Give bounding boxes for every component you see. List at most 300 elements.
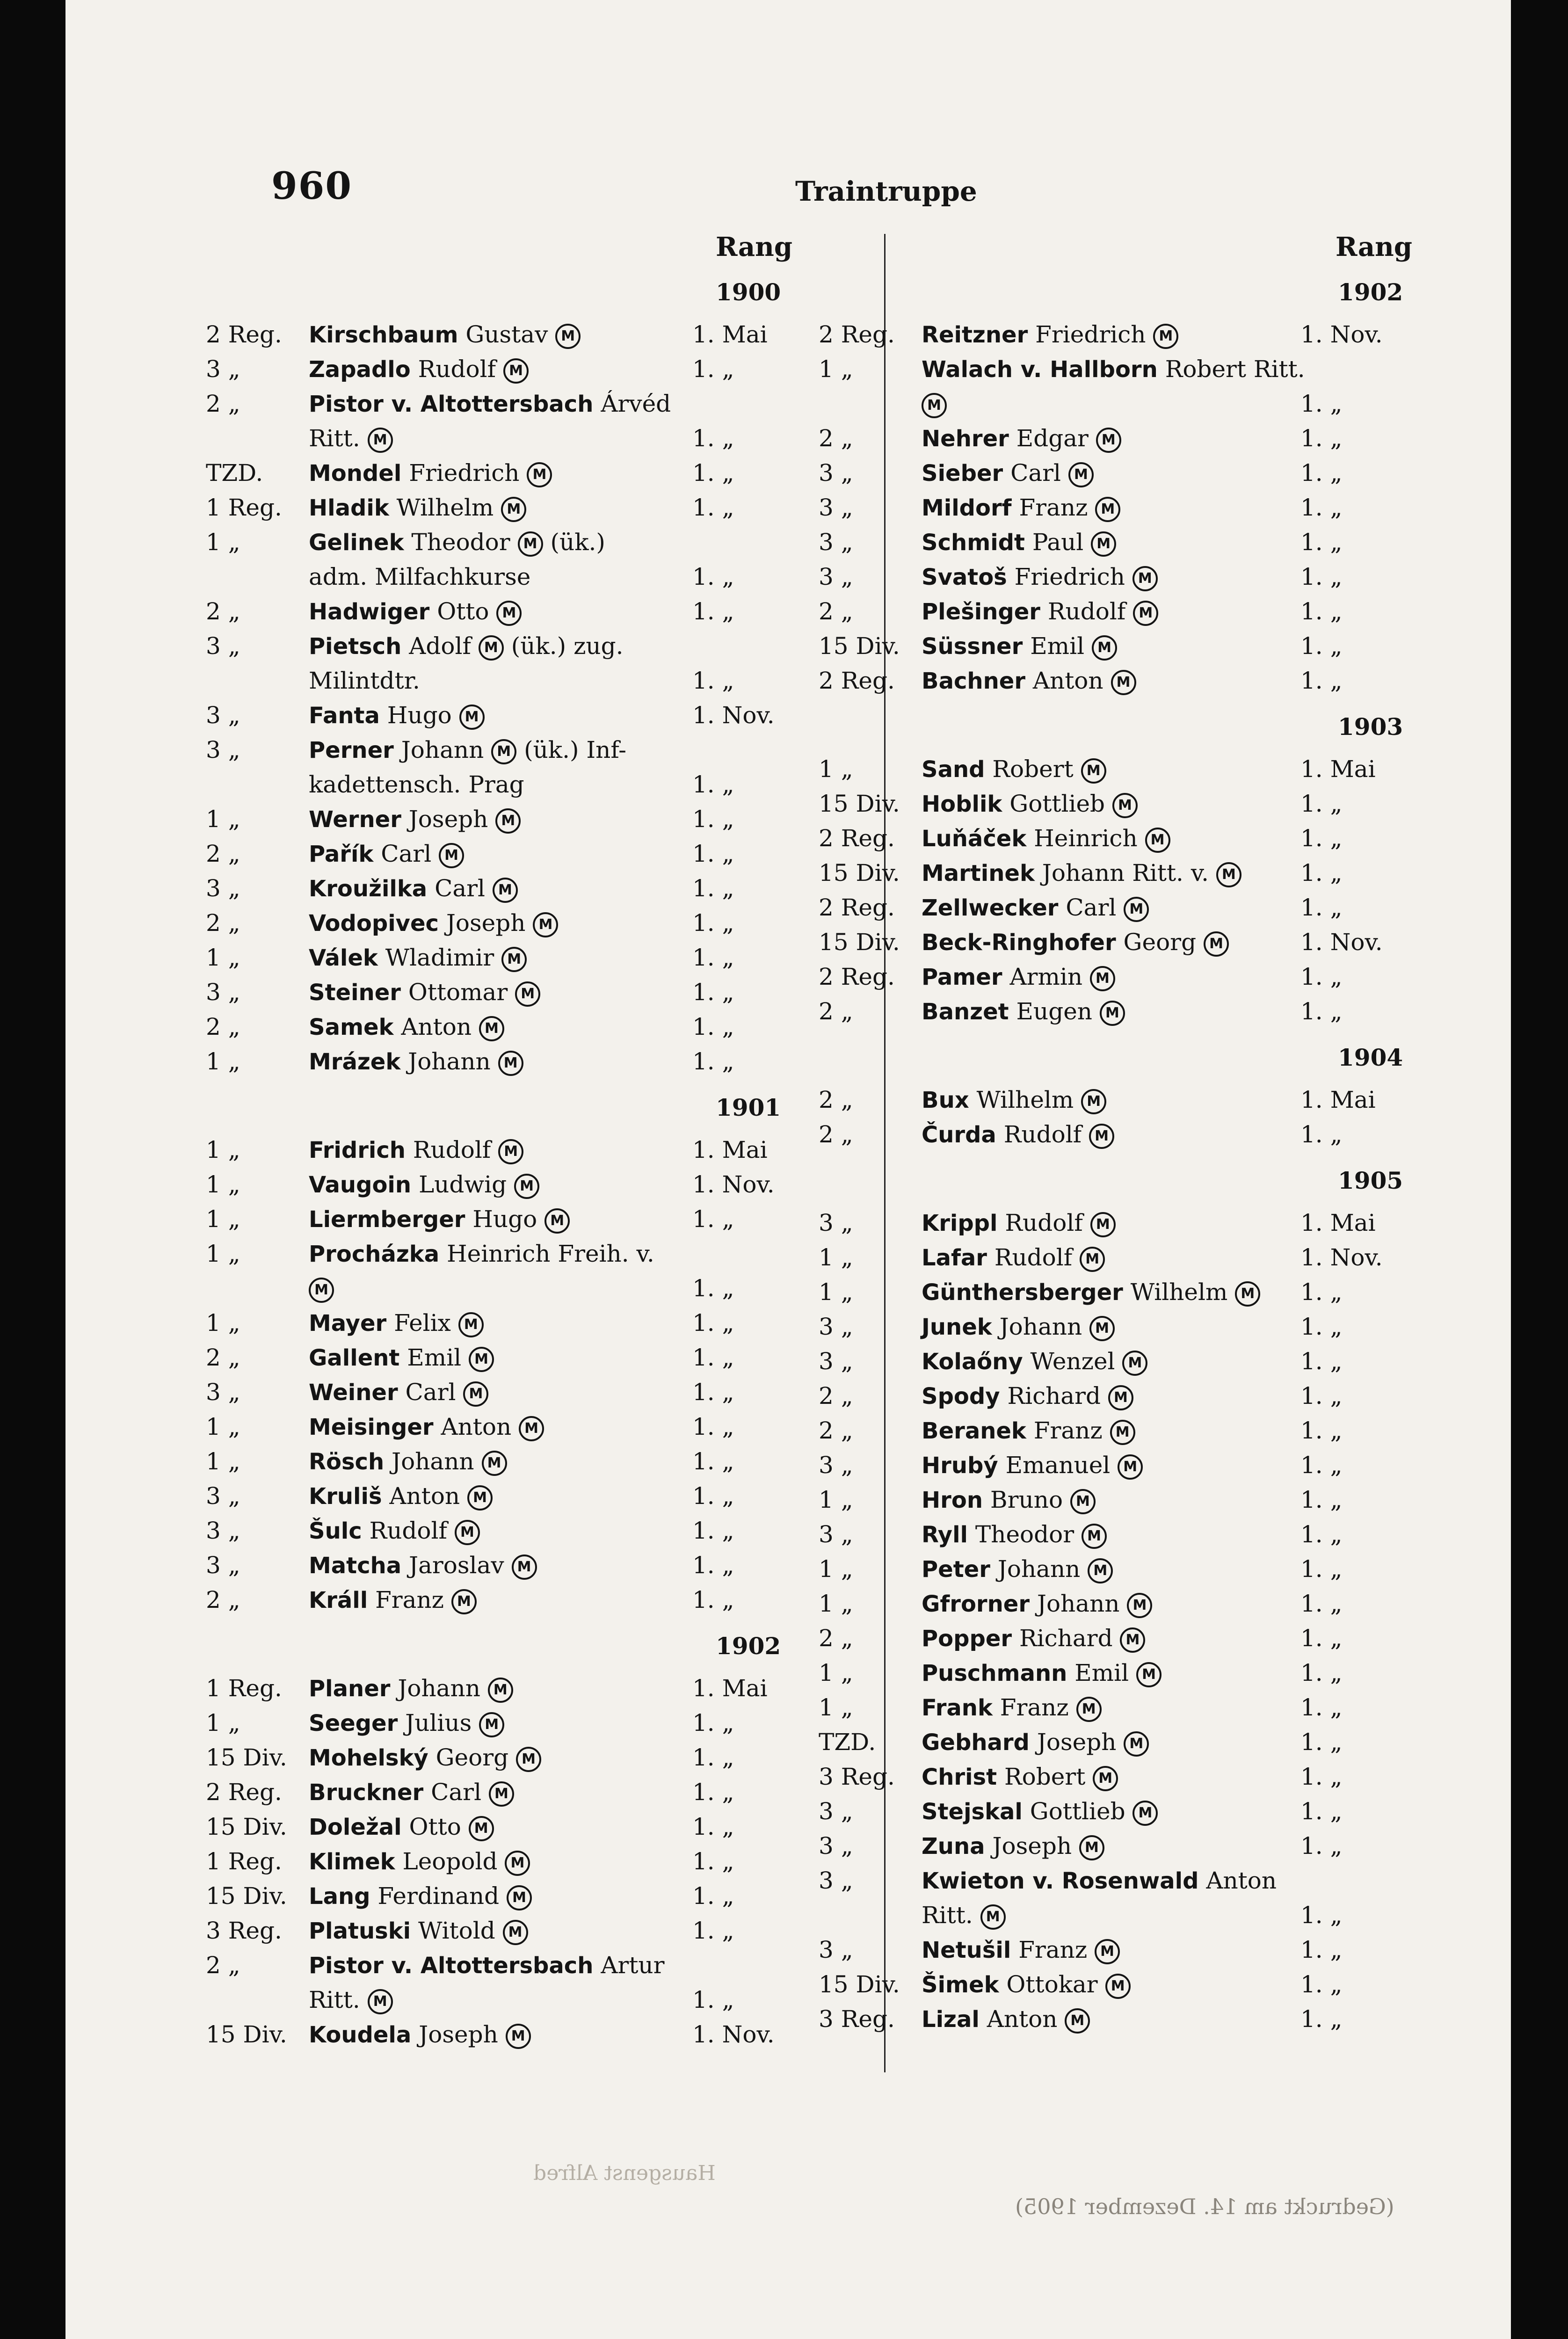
officer-name bbox=[922, 632, 1117, 661]
unit-label: 15 Div. bbox=[206, 1813, 287, 1840]
given-name: Carl bbox=[1010, 459, 1061, 487]
unit-label: 1 „ bbox=[206, 1136, 240, 1163]
rank-date: 1. „ bbox=[1300, 1694, 1343, 1721]
rank-date: 1. „ bbox=[1300, 529, 1343, 556]
surname: Planer bbox=[309, 1676, 391, 1702]
roster-entry bbox=[206, 1951, 809, 1979]
officer-name bbox=[309, 494, 526, 522]
given-name: Johann bbox=[999, 1313, 1082, 1340]
rank-date: 1. „ bbox=[1300, 667, 1343, 694]
unit-label: 3 „ bbox=[206, 632, 240, 660]
rank-date: 1. Mai bbox=[692, 321, 768, 348]
military-merit-icon: M bbox=[1153, 324, 1178, 349]
officer-name bbox=[922, 320, 1178, 349]
rank-date: 1. „ bbox=[1300, 1521, 1343, 1548]
officer-name bbox=[922, 563, 1158, 591]
roster-entry bbox=[819, 1313, 1417, 1341]
given-name: Robert bbox=[992, 755, 1074, 783]
roster-entry bbox=[206, 1551, 809, 1579]
roster-entry bbox=[206, 1378, 809, 1406]
rank-date: 1. „ bbox=[692, 1882, 734, 1910]
given-name: Richard bbox=[1019, 1625, 1113, 1652]
roster-entry bbox=[819, 1867, 1417, 1895]
unit-label: 1 „ bbox=[206, 944, 240, 971]
officer-name bbox=[309, 701, 485, 730]
unit-label: 2 „ bbox=[206, 1344, 240, 1371]
military-merit-icon: M bbox=[1132, 1801, 1158, 1826]
unit-label: 3 „ bbox=[819, 1348, 853, 1375]
rank-date: 1. „ bbox=[692, 1744, 734, 1771]
surname: Süssner bbox=[922, 633, 1023, 660]
military-merit-icon: M bbox=[555, 324, 581, 349]
surname: Hoblik bbox=[922, 791, 1002, 817]
surname: Svatoš bbox=[922, 564, 1007, 590]
rank-date: 1. „ bbox=[1300, 1417, 1343, 1444]
officer-name bbox=[309, 1917, 528, 1945]
officer-name bbox=[309, 1709, 504, 1737]
surname: Stejskal bbox=[922, 1799, 1023, 1825]
unit-label: 3 „ bbox=[819, 563, 853, 590]
surname: Pistor v. Altottersbach bbox=[309, 391, 594, 417]
rank-date: 1. „ bbox=[692, 459, 734, 487]
given-name: Robert Ritt. bbox=[1165, 356, 1305, 383]
rank-date: 1. „ bbox=[1300, 563, 1343, 590]
unit-label: 1 „ bbox=[206, 1448, 240, 1475]
unit-label: 1 „ bbox=[819, 1694, 853, 1721]
given-name: Heinrich Freih. v. bbox=[447, 1240, 654, 1267]
surname: Mayer bbox=[309, 1310, 387, 1337]
officer-name bbox=[922, 390, 947, 418]
officer-name bbox=[922, 1120, 1114, 1149]
surname: Sand bbox=[922, 756, 985, 783]
unit-label: 1 Reg. bbox=[206, 1675, 282, 1702]
unit-label: TZD. bbox=[206, 459, 263, 487]
rank-date: 1. „ bbox=[1300, 1936, 1343, 1963]
surname: Klimek bbox=[309, 1849, 395, 1875]
military-merit-icon: M bbox=[469, 1347, 494, 1372]
given-name: Rudolf bbox=[1005, 1209, 1083, 1236]
unit-label: 2 „ bbox=[819, 1625, 853, 1652]
roster-entry bbox=[206, 1047, 809, 1075]
rank-date: 1. Mai bbox=[692, 1136, 768, 1163]
roster-entry bbox=[206, 874, 809, 902]
given-name: Franz bbox=[1019, 494, 1088, 521]
officer-name bbox=[922, 1243, 1105, 1272]
roster-entry bbox=[206, 1917, 809, 1945]
surname: Fanta bbox=[309, 703, 380, 729]
rank-date: 1. „ bbox=[1300, 1313, 1343, 1340]
officer-name bbox=[309, 563, 530, 591]
given-name: Emil bbox=[1074, 1659, 1129, 1686]
rank-date: 1. „ bbox=[1300, 1902, 1343, 1929]
roster-entry bbox=[206, 1447, 809, 1475]
surname: Beranek bbox=[922, 1418, 1026, 1444]
given-name: Franz bbox=[375, 1586, 444, 1613]
given-name: Joseph bbox=[419, 2021, 498, 2048]
officer-name bbox=[922, 1086, 1106, 1114]
rank-date: 1. „ bbox=[1300, 1348, 1343, 1375]
surname: Mrázek bbox=[309, 1049, 401, 1075]
given-name: Joseph bbox=[1037, 1729, 1117, 1756]
rank-date: 1. „ bbox=[1300, 459, 1343, 487]
given-name: Joseph bbox=[446, 909, 526, 937]
surname: Reitzner bbox=[922, 322, 1028, 348]
surname: Liermberger bbox=[309, 1206, 465, 1233]
rank-date: 1. „ bbox=[1300, 1971, 1343, 1998]
given-name: Otto bbox=[409, 1813, 461, 1840]
military-merit-icon: M bbox=[469, 1816, 494, 1841]
given-name: Hugo bbox=[472, 1206, 537, 1233]
given-name: Hugo bbox=[387, 702, 452, 729]
roster-entry bbox=[819, 1555, 1417, 1583]
roster-entry bbox=[819, 1451, 1417, 1479]
roster-entry bbox=[819, 790, 1417, 818]
roster-entry bbox=[819, 632, 1417, 660]
given-name: Anton bbox=[389, 1482, 460, 1510]
roster-entry bbox=[206, 1482, 809, 1510]
rank-date: 1. „ bbox=[692, 1206, 734, 1233]
given-name: Wladimir bbox=[385, 944, 494, 971]
surname: Fridrich bbox=[309, 1137, 406, 1163]
officer-name bbox=[922, 1313, 1115, 1341]
given-name: Leopold bbox=[402, 1848, 498, 1875]
officer-name bbox=[922, 790, 1138, 818]
given-name: Friedrich bbox=[1014, 563, 1125, 590]
unit-label: 2 „ bbox=[206, 1013, 240, 1040]
given-name: Árvéd bbox=[601, 390, 671, 417]
roster-entry bbox=[206, 978, 809, 1006]
military-merit-icon: M bbox=[1110, 1420, 1135, 1445]
unit-label: 3 „ bbox=[819, 1798, 853, 1825]
officer-name bbox=[922, 1936, 1120, 1964]
rank-date: 1. „ bbox=[1300, 2005, 1343, 2033]
roster-entry bbox=[206, 805, 809, 833]
year-heading: 1903 bbox=[1338, 713, 1403, 741]
roster-entry bbox=[819, 1624, 1417, 1652]
rank-date: 1. „ bbox=[692, 875, 734, 902]
unit-label: 1 „ bbox=[206, 1309, 240, 1337]
officer-name bbox=[309, 632, 624, 661]
surname: Hladik bbox=[309, 495, 389, 521]
military-merit-icon: M bbox=[1122, 1351, 1147, 1376]
given-name: Carl bbox=[405, 1379, 456, 1406]
officer-name bbox=[309, 1778, 514, 1807]
officer-name bbox=[309, 1274, 334, 1303]
roster-entry bbox=[819, 1901, 1417, 1929]
officer-name bbox=[309, 805, 521, 834]
military-merit-icon: M bbox=[507, 1885, 532, 1910]
officer-name bbox=[309, 1170, 539, 1199]
rank-date: 1. Nov. bbox=[692, 2021, 775, 2048]
military-merit-icon: M bbox=[1120, 1627, 1145, 1653]
given-name: Milintdtr. bbox=[309, 667, 420, 694]
officer-name bbox=[309, 736, 626, 764]
military-merit-icon: M bbox=[501, 947, 527, 972]
roster-entry bbox=[206, 770, 809, 799]
military-merit-icon: M bbox=[1088, 1558, 1113, 1584]
given-name: Julius bbox=[405, 1709, 472, 1736]
rank-date: 1. „ bbox=[1300, 1625, 1343, 1652]
surname: Gallent bbox=[309, 1345, 400, 1371]
officer-name bbox=[922, 893, 1149, 922]
officer-name bbox=[309, 1136, 523, 1164]
unit-label: 3 „ bbox=[819, 1521, 853, 1548]
surname: Pamer bbox=[922, 964, 1002, 990]
given-name: Wenzel bbox=[1030, 1348, 1115, 1375]
roster-entry bbox=[206, 1986, 809, 2014]
officer-name bbox=[922, 1416, 1135, 1445]
surname: Mondel bbox=[309, 460, 402, 487]
officer-name bbox=[309, 1951, 665, 1980]
given-name: kadettensch. Prag bbox=[309, 771, 524, 798]
officer-name bbox=[309, 1309, 484, 1337]
rank-date: 1. „ bbox=[692, 1309, 734, 1337]
officer-name bbox=[922, 859, 1241, 887]
surname: Banzet bbox=[922, 999, 1009, 1025]
roster-entry bbox=[819, 1486, 1417, 1514]
given-name: Gottlieb bbox=[1030, 1798, 1125, 1825]
rank-date: 1. „ bbox=[1300, 1278, 1343, 1306]
year-heading: 1902 bbox=[716, 1632, 781, 1660]
military-merit-icon: M bbox=[1133, 601, 1158, 626]
roster-entry bbox=[819, 1382, 1417, 1410]
roster-entry bbox=[819, 1797, 1417, 1825]
rank-date: 1. Mai bbox=[1300, 1086, 1376, 1113]
surname: Platuski bbox=[309, 1918, 411, 1944]
print-date-note: (Gedruckt am 14. Dezember 1905) bbox=[1015, 2194, 1394, 2219]
unit-label: TZD. bbox=[819, 1729, 876, 1756]
roster-entry bbox=[206, 528, 809, 556]
officer-name bbox=[309, 1551, 537, 1580]
unit-label: 3 „ bbox=[206, 1482, 240, 1510]
roster-entry bbox=[819, 667, 1417, 695]
military-merit-icon: M bbox=[439, 843, 464, 868]
unit-label: 2 „ bbox=[819, 425, 853, 452]
roster-entry bbox=[819, 824, 1417, 852]
surname: Procházka bbox=[309, 1241, 440, 1267]
given-name: Paul bbox=[1032, 529, 1084, 556]
roster-entry bbox=[819, 928, 1417, 956]
military-merit-icon: M bbox=[495, 808, 521, 834]
surname: Bruckner bbox=[309, 1780, 424, 1806]
military-merit-icon: M bbox=[533, 912, 558, 937]
given-name: Anton bbox=[1206, 1867, 1277, 1894]
given-name: Artur bbox=[601, 1952, 665, 1979]
rank-date: 1. „ bbox=[692, 1586, 734, 1613]
surname: Kruliš bbox=[309, 1483, 382, 1510]
rank-date: 1. Nov. bbox=[1300, 1244, 1383, 1271]
given-name: Wilhelm bbox=[1130, 1278, 1228, 1306]
roster-entry bbox=[819, 1278, 1417, 1306]
given-name: Carl bbox=[1066, 894, 1117, 921]
unit-label: 2 Reg. bbox=[206, 1779, 282, 1806]
roster-entry bbox=[819, 459, 1417, 487]
military-merit-icon: M bbox=[512, 1554, 537, 1580]
military-merit-icon: M bbox=[479, 1712, 504, 1737]
given-name: Theodor bbox=[411, 529, 510, 556]
roster-entry bbox=[206, 1743, 809, 1772]
unit-label: 2 Reg. bbox=[819, 825, 895, 852]
surname: Ryll bbox=[922, 1522, 968, 1548]
surname: Válek bbox=[309, 945, 378, 971]
military-merit-icon: M bbox=[451, 1589, 477, 1614]
officer-name bbox=[309, 355, 529, 384]
rank-date: 1. „ bbox=[1300, 1832, 1343, 1860]
roster-entry bbox=[819, 355, 1417, 383]
given-name: Johann Ritt. v. bbox=[1042, 859, 1209, 886]
given-name: Rudolf bbox=[994, 1244, 1073, 1271]
military-merit-icon: M bbox=[482, 1451, 507, 1476]
roster-entry bbox=[819, 1936, 1417, 1964]
officer-name bbox=[309, 459, 552, 487]
surname: Krippl bbox=[922, 1210, 998, 1236]
unit-label: 3 „ bbox=[206, 702, 240, 729]
military-merit-icon: M bbox=[1216, 862, 1241, 887]
given-name: Anton bbox=[987, 2005, 1058, 2033]
military-merit-icon: M bbox=[1089, 1124, 1114, 1149]
military-merit-icon: M bbox=[1136, 1662, 1161, 1687]
roster-entry bbox=[206, 1517, 809, 1545]
military-merit-icon: M bbox=[516, 1747, 541, 1772]
officer-name bbox=[309, 944, 527, 972]
rank-date: 1. Mai bbox=[692, 1675, 768, 1702]
rank-date: 1. „ bbox=[1300, 1452, 1343, 1479]
unit-label: 1 „ bbox=[206, 806, 240, 833]
unit-label: 3 „ bbox=[819, 529, 853, 556]
given-name: Adolf bbox=[409, 632, 471, 660]
officer-name bbox=[922, 824, 1170, 853]
given-name: Ritt. bbox=[309, 1986, 360, 2013]
rank-date: 1. „ bbox=[692, 1048, 734, 1075]
officer-name bbox=[309, 424, 393, 453]
officer-name bbox=[922, 997, 1125, 1026]
roster-entry bbox=[206, 840, 809, 868]
given-name: Carl bbox=[381, 840, 432, 867]
officer-name bbox=[922, 667, 1136, 695]
unit-label: 1 Reg. bbox=[206, 494, 282, 521]
surname: Gfrorner bbox=[922, 1591, 1030, 1617]
military-merit-icon: M bbox=[1065, 2008, 1090, 2034]
rank-date: 1. „ bbox=[692, 1275, 734, 1302]
surname: Bux bbox=[922, 1087, 969, 1113]
roster-entry bbox=[819, 755, 1417, 783]
officer-name bbox=[922, 1590, 1152, 1618]
roster-entry bbox=[206, 424, 809, 452]
rank-date: 1. „ bbox=[692, 1552, 734, 1579]
officer-name bbox=[922, 1555, 1113, 1584]
officer-name bbox=[309, 667, 420, 695]
roster-entry bbox=[819, 494, 1417, 522]
unit-label: 3 „ bbox=[819, 459, 853, 487]
rank-date: 1. „ bbox=[692, 806, 734, 833]
officer-name bbox=[922, 755, 1106, 784]
unit-label: 3 Reg. bbox=[819, 2005, 895, 2033]
unit-label: 3 Reg. bbox=[206, 1917, 282, 1944]
roster-entry bbox=[206, 2020, 809, 2048]
officer-name bbox=[309, 1813, 494, 1841]
roster-entry bbox=[206, 667, 809, 695]
surname: Čurda bbox=[922, 1122, 996, 1148]
officer-name bbox=[922, 1659, 1161, 1687]
rank-date: 1. Nov. bbox=[692, 702, 775, 729]
given-name: Johann bbox=[997, 1555, 1081, 1583]
military-merit-icon: M bbox=[1096, 428, 1121, 453]
unit-label: 1 „ bbox=[206, 1048, 240, 1075]
officer-name bbox=[922, 1451, 1143, 1480]
roster-entry bbox=[206, 1309, 809, 1337]
unit-label: 2 „ bbox=[819, 1121, 853, 1148]
rank-date: 1. „ bbox=[1300, 825, 1343, 852]
roster-entry bbox=[206, 736, 809, 764]
rank-date: 1. „ bbox=[692, 1448, 734, 1475]
roster-entry bbox=[206, 390, 809, 418]
unit-label: 2 „ bbox=[206, 1586, 240, 1613]
surname: Puschmann bbox=[922, 1660, 1067, 1686]
roster-entry bbox=[819, 390, 1417, 418]
unit-label: 15 Div. bbox=[206, 1882, 287, 1910]
surname: Popper bbox=[922, 1626, 1012, 1652]
surname: Šulc bbox=[309, 1518, 362, 1544]
given-name: Rudolf bbox=[369, 1517, 448, 1544]
rank-date: 1. „ bbox=[692, 563, 734, 590]
military-merit-icon: M bbox=[501, 497, 526, 522]
year-heading: 1904 bbox=[1338, 1044, 1403, 1071]
surname: Netušil bbox=[922, 1937, 1011, 1963]
officer-name bbox=[922, 2005, 1090, 2034]
military-merit-icon: M bbox=[1090, 1212, 1116, 1237]
roster-entry bbox=[206, 597, 809, 625]
rank-date: 1. „ bbox=[692, 840, 734, 867]
rank-date: 1. „ bbox=[1300, 1121, 1343, 1148]
unit-label: 2 „ bbox=[819, 998, 853, 1025]
surname: Meisinger bbox=[309, 1414, 434, 1440]
surname: Koudela bbox=[309, 2022, 412, 2048]
officer-name bbox=[922, 459, 1094, 487]
given-name: Anton bbox=[1032, 667, 1103, 694]
unit-label: 2 Reg. bbox=[819, 667, 895, 694]
officer-name bbox=[922, 1867, 1277, 1895]
rank-date: 1. „ bbox=[1300, 1555, 1343, 1583]
unit-label: 2 „ bbox=[819, 1382, 853, 1409]
rank-date: 1. „ bbox=[1300, 632, 1343, 660]
surname: Christ bbox=[922, 1764, 997, 1790]
military-merit-icon: M bbox=[491, 739, 516, 764]
military-merit-icon: M bbox=[1112, 793, 1138, 818]
rank-date: 1. „ bbox=[692, 425, 734, 452]
roster-entry bbox=[819, 1120, 1417, 1148]
unit-label: 1 Reg. bbox=[206, 1848, 282, 1875]
rank-date: 1. „ bbox=[692, 1413, 734, 1440]
surname: Peter bbox=[922, 1556, 990, 1583]
surname: Spody bbox=[922, 1383, 1000, 1409]
roster-entry bbox=[819, 997, 1417, 1025]
officer-name bbox=[309, 978, 540, 1007]
roster-entry bbox=[819, 424, 1417, 452]
unit-label: 2 Reg. bbox=[819, 894, 895, 921]
rank-date: 1. „ bbox=[1300, 859, 1343, 886]
military-merit-icon: M bbox=[1124, 897, 1149, 922]
surname: Zuna bbox=[922, 1833, 985, 1860]
roster-entry bbox=[819, 597, 1417, 625]
officer-name bbox=[309, 1047, 523, 1076]
rank-date: 1. „ bbox=[1300, 1798, 1343, 1825]
unit-label: 15 Div. bbox=[819, 859, 900, 886]
unit-label: 3 „ bbox=[206, 1379, 240, 1406]
roster-entry bbox=[819, 1693, 1417, 1722]
officer-name bbox=[309, 909, 558, 937]
given-name: Armin bbox=[1009, 963, 1083, 990]
unit-label: 3 „ bbox=[206, 1517, 240, 1544]
